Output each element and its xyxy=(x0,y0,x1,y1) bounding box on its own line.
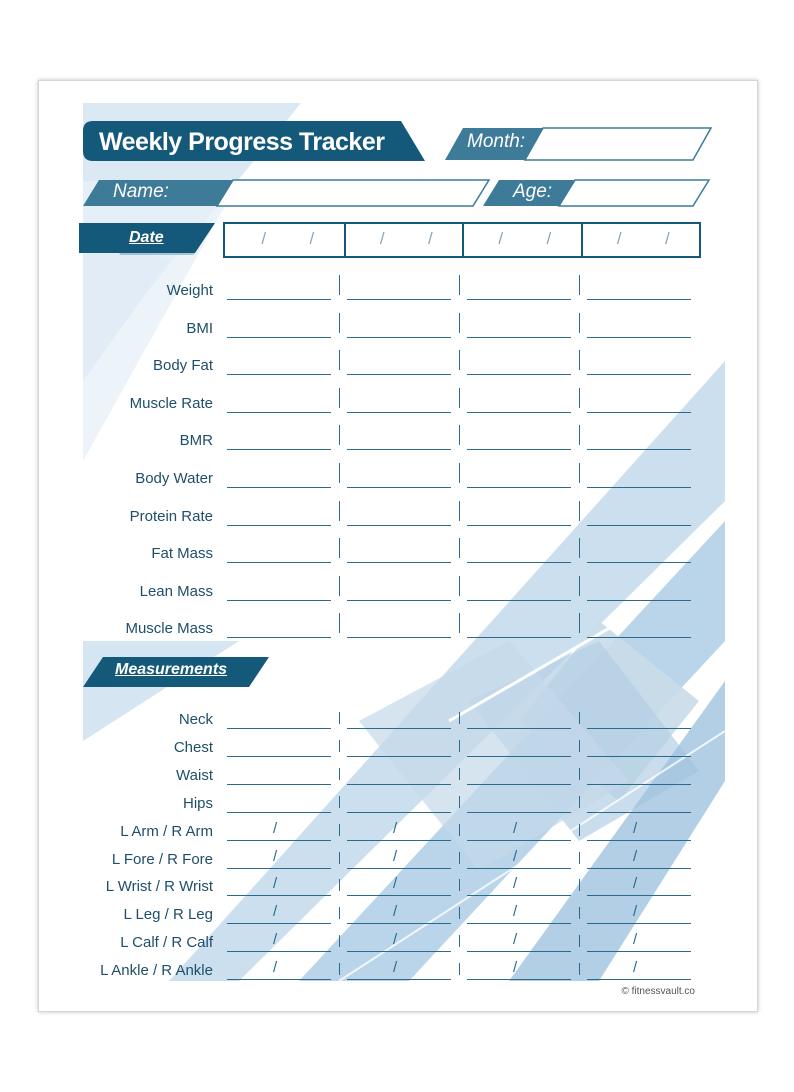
measurement-waist-input-line[interactable] xyxy=(467,784,571,785)
metric-muscle-mass-input-line[interactable] xyxy=(587,637,691,638)
column-tick xyxy=(579,463,580,483)
measurement-l-arm-r-arm-input-line[interactable] xyxy=(467,840,571,841)
measurement-hips-label: Hips xyxy=(182,794,213,812)
column-tick xyxy=(459,463,460,483)
column-tick xyxy=(339,501,340,521)
metric-fat-mass-input-line[interactable] xyxy=(227,562,331,563)
metric-weight-input-line[interactable] xyxy=(227,299,331,300)
column-tick xyxy=(339,425,340,445)
metric-bmi-input-line[interactable] xyxy=(467,337,571,338)
column-tick xyxy=(459,824,460,836)
left-right-separator: / xyxy=(393,847,398,865)
column-tick xyxy=(579,388,580,408)
metric-muscle-rate-input-line[interactable] xyxy=(227,412,331,413)
measurement-chest-label: Chest xyxy=(173,738,213,756)
left-right-separator: / xyxy=(513,847,518,865)
measurement-l-calf-r-calf-input-line[interactable] xyxy=(227,951,331,952)
measurement-neck-input-line[interactable] xyxy=(587,728,691,729)
measurement-l-wrist-r-wrist-input-line[interactable] xyxy=(587,895,691,896)
metric-protein-rate-label: Protein Rate xyxy=(129,507,213,525)
left-right-separator: / xyxy=(273,875,278,893)
column-tick xyxy=(459,313,460,333)
date-input-cell[interactable] xyxy=(583,224,698,256)
footer-credit: © fitnessvault.co xyxy=(621,986,695,997)
date-separator: / xyxy=(616,229,622,248)
measurement-hips-input-line[interactable] xyxy=(467,812,571,813)
measurement-l-arm-r-arm-label: L Arm / R Arm xyxy=(120,822,213,840)
column-tick xyxy=(579,425,580,445)
measurement-l-ankle-r-ankle-input-line[interactable] xyxy=(227,979,331,980)
left-right-separator: / xyxy=(273,931,278,949)
measurement-waist-input-line[interactable] xyxy=(587,784,691,785)
metric-muscle-rate-input-line[interactable] xyxy=(467,412,571,413)
left-right-separator: / xyxy=(393,931,398,949)
column-tick xyxy=(579,275,580,295)
measurement-l-arm-r-arm-input-line[interactable] xyxy=(227,840,331,841)
measurement-l-leg-r-leg-input-line[interactable] xyxy=(467,923,571,924)
metric-body-water-input-line[interactable] xyxy=(587,487,691,488)
column-tick xyxy=(579,768,580,780)
metric-body-water-input-line[interactable] xyxy=(467,487,571,488)
date-separator: / xyxy=(664,229,670,248)
column-tick xyxy=(579,712,580,724)
column-tick xyxy=(459,768,460,780)
left-right-separator: / xyxy=(273,847,278,865)
measurement-l-ankle-r-ankle-label: L Ankle / R Ankle xyxy=(100,962,213,980)
column-tick xyxy=(339,852,340,864)
page-title: Weekly Progress Tracker xyxy=(99,128,385,156)
measurement-l-calf-r-calf-input-line[interactable] xyxy=(347,951,451,952)
measurements-label: Measurements xyxy=(115,661,228,678)
metric-muscle-mass-input-line[interactable] xyxy=(467,637,571,638)
column-tick xyxy=(579,576,580,596)
column-tick xyxy=(459,852,460,864)
measurement-chest-input-line[interactable] xyxy=(347,756,451,757)
month-label: Month: xyxy=(467,131,526,152)
column-tick xyxy=(339,350,340,370)
left-right-separator: / xyxy=(513,931,518,949)
measurement-chest-input-line[interactable] xyxy=(587,756,691,757)
column-tick xyxy=(459,538,460,558)
column-tick xyxy=(339,740,340,752)
column-tick xyxy=(459,388,460,408)
metric-fat-mass-input-line[interactable] xyxy=(467,562,571,563)
name-label: Name: xyxy=(113,181,169,202)
measurement-l-fore-r-fore-input-line[interactable] xyxy=(347,868,451,869)
column-tick xyxy=(459,576,460,596)
column-tick xyxy=(579,963,580,975)
column-tick xyxy=(339,538,340,558)
metric-bmr-input-line[interactable] xyxy=(347,449,451,450)
measurement-neck-label: Neck xyxy=(178,711,213,728)
metric-muscle-mass-label: Muscle Mass xyxy=(125,620,213,638)
metric-body-fat-input-line[interactable] xyxy=(467,374,571,375)
column-tick xyxy=(339,963,340,975)
measurement-l-calf-r-calf-input-line[interactable] xyxy=(587,951,691,952)
measurement-l-fore-r-fore-input-line[interactable] xyxy=(467,868,571,869)
measurement-hips-input-line[interactable] xyxy=(587,812,691,813)
measurement-l-ankle-r-ankle-input-line[interactable] xyxy=(467,979,571,980)
left-right-separator: / xyxy=(633,847,638,865)
measurement-chest-input-line[interactable] xyxy=(467,756,571,757)
measurement-waist-input-line[interactable] xyxy=(227,784,331,785)
measurement-waist-input-line[interactable] xyxy=(347,784,451,785)
column-tick xyxy=(339,712,340,724)
date-separator: / xyxy=(379,229,385,248)
metric-bmi-label: BMI xyxy=(186,319,213,337)
measurement-l-leg-r-leg-label: L Leg / R Leg xyxy=(123,906,213,924)
measurement-l-arm-r-arm-input-line[interactable] xyxy=(587,840,691,841)
metric-lean-mass-input-line[interactable] xyxy=(467,600,571,601)
column-tick xyxy=(579,613,580,633)
metric-fat-mass-input-line[interactable] xyxy=(347,562,451,563)
measurement-l-wrist-r-wrist-input-line[interactable] xyxy=(347,895,451,896)
column-tick xyxy=(339,879,340,891)
left-right-separator: / xyxy=(513,819,518,837)
column-tick xyxy=(339,463,340,483)
column-tick xyxy=(459,613,460,633)
column-tick xyxy=(579,796,580,808)
metric-body-fat-input-line[interactable] xyxy=(347,374,451,375)
age-label: Age: xyxy=(513,181,553,202)
left-right-separator: / xyxy=(273,959,278,977)
left-right-separator: / xyxy=(513,875,518,893)
left-right-separator: / xyxy=(393,875,398,893)
measurement-l-leg-r-leg-input-line[interactable] xyxy=(587,923,691,924)
measurement-waist-label: Waist xyxy=(176,766,213,784)
column-tick xyxy=(579,501,580,521)
measurement-l-leg-r-leg-input-line[interactable] xyxy=(347,923,451,924)
left-right-separator: / xyxy=(513,959,518,977)
metric-protein-rate-input-line[interactable] xyxy=(467,525,571,526)
column-tick xyxy=(579,879,580,891)
column-tick xyxy=(459,879,460,891)
left-right-separator: / xyxy=(633,903,638,921)
metric-bmi-input-line[interactable] xyxy=(227,337,331,338)
left-right-separator: / xyxy=(633,959,638,977)
age-input[interactable] xyxy=(569,181,699,205)
column-tick xyxy=(459,501,460,521)
measurement-l-arm-r-arm-input-line[interactable] xyxy=(347,840,451,841)
metric-muscle-rate-label: Muscle Rate xyxy=(129,394,213,412)
metric-lean-mass-input-line[interactable] xyxy=(227,600,331,601)
measurement-l-wrist-r-wrist-label: L Wrist / R Wrist xyxy=(105,878,213,896)
metric-body-fat-label: Body Fat xyxy=(152,357,213,375)
column-tick xyxy=(339,388,340,408)
left-right-separator: / xyxy=(633,931,638,949)
metric-weight-input-line[interactable] xyxy=(467,299,571,300)
column-tick xyxy=(339,824,340,836)
column-tick xyxy=(459,963,460,975)
metric-muscle-rate-input-line[interactable] xyxy=(587,412,691,413)
metric-muscle-mass-input-line[interactable] xyxy=(347,637,451,638)
column-tick xyxy=(579,350,580,370)
metric-lean-mass-input-line[interactable] xyxy=(347,600,451,601)
date-separator: / xyxy=(427,229,433,248)
column-tick xyxy=(459,275,460,295)
measurement-l-ankle-r-ankle-input-line[interactable] xyxy=(347,979,451,980)
column-tick xyxy=(339,796,340,808)
left-right-separator: / xyxy=(633,819,638,837)
measurement-hips-input-line[interactable] xyxy=(227,812,331,813)
left-right-separator: / xyxy=(273,903,278,921)
metric-bmr-input-line[interactable] xyxy=(467,449,571,450)
metric-protein-rate-input-line[interactable] xyxy=(587,525,691,526)
metric-protein-rate-input-line[interactable] xyxy=(227,525,331,526)
column-tick xyxy=(459,907,460,919)
metric-body-water-input-line[interactable] xyxy=(227,487,331,488)
metric-body-water-input-line[interactable] xyxy=(347,487,451,488)
measurement-l-fore-r-fore-input-line[interactable] xyxy=(587,868,691,869)
measurement-l-fore-r-fore-label: L Fore / R Fore xyxy=(111,850,213,868)
column-tick xyxy=(339,768,340,780)
measurement-neck-input-line[interactable] xyxy=(227,728,331,729)
metric-protein-rate-input-line[interactable] xyxy=(347,525,451,526)
left-right-separator: / xyxy=(393,959,398,977)
metric-bmi-input-line[interactable] xyxy=(587,337,691,338)
column-tick xyxy=(579,907,580,919)
measurement-l-leg-r-leg-input-line[interactable] xyxy=(227,923,331,924)
column-tick xyxy=(579,538,580,558)
column-tick xyxy=(459,740,460,752)
column-tick xyxy=(339,907,340,919)
measurement-l-calf-r-calf-input-line[interactable] xyxy=(467,951,571,952)
column-tick xyxy=(579,935,580,947)
date-label: Date xyxy=(129,229,164,246)
metric-body-fat-input-line[interactable] xyxy=(227,374,331,375)
column-tick xyxy=(339,313,340,333)
metric-bmr-label: BMR xyxy=(179,432,213,450)
metric-lean-mass-input-line[interactable] xyxy=(587,600,691,601)
column-tick xyxy=(459,796,460,808)
metric-bmi-input-line[interactable] xyxy=(347,337,451,338)
column-tick xyxy=(459,425,460,445)
left-right-separator: / xyxy=(513,903,518,921)
measurement-neck-input-line[interactable] xyxy=(467,728,571,729)
metric-bmr-input-line[interactable] xyxy=(587,449,691,450)
measurement-neck-input-line[interactable] xyxy=(347,728,451,729)
month-input[interactable] xyxy=(533,129,703,159)
metric-muscle-rate-input-line[interactable] xyxy=(347,412,451,413)
metric-body-fat-input-line[interactable] xyxy=(587,374,691,375)
column-tick xyxy=(579,852,580,864)
tracker-page xyxy=(38,80,758,1012)
measurement-l-ankle-r-ankle-input-line[interactable] xyxy=(587,979,691,980)
date-input-cell[interactable] xyxy=(346,224,461,256)
measurement-l-wrist-r-wrist-input-line[interactable] xyxy=(467,895,571,896)
column-tick xyxy=(459,935,460,947)
metric-weight-input-line[interactable] xyxy=(587,299,691,300)
metric-fat-mass-label: Fat Mass xyxy=(151,545,213,563)
date-separator: / xyxy=(546,229,552,248)
column-tick xyxy=(339,613,340,633)
measurement-l-calf-r-calf-label: L Calf / R Calf xyxy=(120,934,213,952)
left-right-separator: / xyxy=(393,903,398,921)
metric-fat-mass-input-line[interactable] xyxy=(587,562,691,563)
date-input-cell[interactable] xyxy=(227,224,342,256)
left-right-separator: / xyxy=(273,819,278,837)
date-input-cell[interactable] xyxy=(464,224,579,256)
column-tick xyxy=(579,313,580,333)
date-separator: / xyxy=(309,229,315,248)
left-right-separator: / xyxy=(633,875,638,893)
metric-bmr-input-line[interactable] xyxy=(227,449,331,450)
column-tick xyxy=(579,824,580,836)
left-right-separator: / xyxy=(393,819,398,837)
column-tick xyxy=(579,740,580,752)
measurement-l-wrist-r-wrist-input-line[interactable] xyxy=(227,895,331,896)
measurement-hips-input-line[interactable] xyxy=(347,812,451,813)
column-tick xyxy=(339,576,340,596)
metric-weight-input-line[interactable] xyxy=(347,299,451,300)
date-separator: / xyxy=(498,229,504,248)
metric-body-water-label: Body Water xyxy=(135,470,213,487)
date-separator: / xyxy=(261,229,267,248)
column-tick xyxy=(459,350,460,370)
name-input[interactable] xyxy=(229,181,479,205)
date-row xyxy=(223,222,701,258)
metric-muscle-mass-input-line[interactable] xyxy=(227,637,331,638)
measurement-l-fore-r-fore-input-line[interactable] xyxy=(227,868,331,869)
metric-lean-mass-label: Lean Mass xyxy=(139,582,213,600)
metric-weight-label: Weight xyxy=(166,282,213,299)
column-tick xyxy=(339,275,340,295)
column-tick xyxy=(459,712,460,724)
background-decoration xyxy=(39,81,757,1011)
column-tick xyxy=(339,935,340,947)
measurement-chest-input-line[interactable] xyxy=(227,756,331,757)
